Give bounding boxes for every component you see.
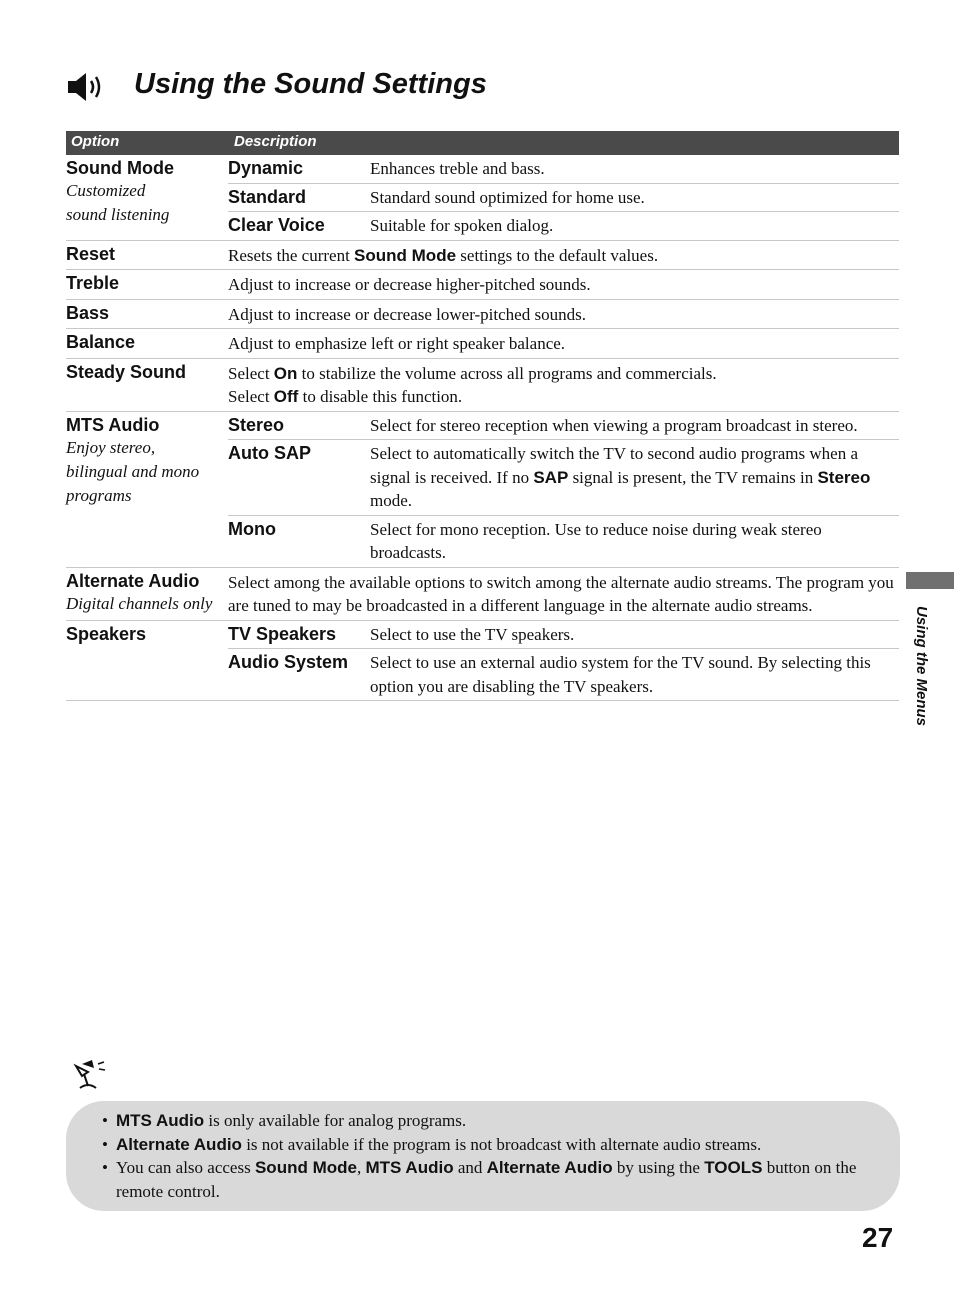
table-row-reset — [66, 241, 899, 271]
sub-option-name: Standard — [228, 186, 307, 207]
header-option: Option — [71, 133, 120, 150]
side-section-label: Using the Menus — [913, 606, 930, 727]
table-row-sound-mode — [66, 155, 899, 241]
desc-text: Select — [228, 387, 274, 406]
bullet: • — [102, 1134, 108, 1154]
option-subtitle: sound listening — [66, 205, 170, 224]
sub-option-name: Clear Voice — [228, 215, 325, 235]
option-name: Speakers — [66, 623, 147, 644]
option-name: Alternate Audio — [66, 570, 200, 591]
sub-option-name: TV Speakers — [228, 623, 337, 644]
note-text: button on the remote control. — [116, 1158, 857, 1201]
table-row-alternate-audio — [66, 568, 899, 621]
option-desc — [228, 241, 899, 270]
option-desc: Adjust to increase or decrease higher-pitched sounds. — [228, 275, 591, 294]
desc-text: to disable this function. — [298, 387, 463, 406]
side-tab-marker — [906, 572, 954, 589]
title-row — [66, 66, 766, 110]
desc-text: settings to the default values. — [456, 245, 659, 265]
table-row-speakers — [66, 621, 899, 702]
note-text: You can also access — [116, 1158, 255, 1177]
sub-row-standard — [228, 184, 899, 213]
settings-table — [66, 131, 899, 701]
option-desc: Select among the available options to switch among the alternate audio streams. The program you are tuned to may be broadcasted in a different language in the alternate audio streams. — [228, 572, 894, 615]
sub-option-desc: Select for mono reception. Use to reduce noise during weak stereo broadcasts. — [370, 519, 822, 562]
sub-row-audio-system — [228, 649, 899, 700]
sub-option-name: Mono — [228, 518, 276, 539]
note-keyword: Alternate Audio — [486, 1158, 613, 1177]
sub-row-mono — [228, 516, 899, 567]
option-name: Sound Mode — [66, 158, 174, 178]
option-subtitle: bilingual and mono — [66, 461, 200, 481]
desc-keyword: SAP — [533, 467, 569, 487]
page-number: 27 — [862, 1222, 894, 1253]
sub-option-desc: Suitable for spoken dialog. — [370, 216, 554, 235]
note-item — [102, 1156, 860, 1203]
option-name: Steady Sound — [66, 361, 187, 382]
sub-row-tv-speakers — [228, 621, 899, 650]
bullet: • — [102, 1158, 108, 1177]
option-subtitle: Customized — [66, 181, 146, 200]
note-keyword: MTS Audio — [116, 1111, 205, 1130]
desc-keyword: Stereo — [817, 467, 871, 487]
option-subtitle: programs — [66, 485, 132, 505]
notes-box — [66, 1101, 900, 1211]
desc-text: Select to automatically switch the TV to second audio programs when a signal is received. If no — [370, 444, 859, 487]
note-text: is only available for analog programs. — [204, 1111, 467, 1130]
header-description: Description — [234, 133, 317, 150]
sub-option-desc: Standard sound optimized for home use. — [370, 187, 645, 207]
bullet: • — [102, 1111, 108, 1130]
note-keyword: Sound Mode — [254, 1158, 357, 1177]
option-name: Balance — [66, 332, 136, 352]
table-row-treble — [66, 270, 899, 300]
sub-option-name: Audio System — [228, 652, 349, 672]
note-item — [102, 1133, 860, 1157]
note-text: , — [356, 1158, 366, 1177]
option-name: Bass — [66, 302, 110, 323]
note-keyword: TOOLS — [704, 1158, 763, 1177]
desc-keyword: Sound Mode — [354, 245, 457, 265]
table-header — [66, 131, 899, 155]
note-item — [102, 1109, 860, 1133]
note-keyword: Alternate Audio — [116, 1134, 242, 1154]
sub-option-desc: Select to use an external audio system for the TV sound. By selecting this option you are disabling the TV speakers. — [370, 653, 871, 696]
note-text: and — [453, 1158, 487, 1177]
desc-text: mode. — [370, 491, 413, 510]
table-row-mts-audio — [66, 412, 899, 568]
option-desc: Adjust to emphasize left or right speaker balance. — [228, 334, 566, 353]
table-row-balance — [66, 329, 899, 359]
sub-option-name: Stereo — [228, 414, 285, 435]
desc-text: signal is present, the TV remains in — [568, 467, 818, 487]
speaker-icon — [66, 70, 106, 104]
sub-row-dynamic — [228, 155, 899, 184]
sub-option-desc — [370, 440, 899, 515]
option-name: Reset — [66, 243, 116, 264]
lamp-icon — [72, 1058, 110, 1092]
note-keyword: MTS Audio — [365, 1158, 454, 1177]
desc-text: Select — [228, 363, 274, 383]
sub-row-stereo — [228, 412, 899, 441]
sub-option-name: Dynamic — [228, 158, 304, 178]
option-subtitle: Digital channels only — [66, 593, 213, 613]
table-row-bass — [66, 300, 899, 330]
note-text: by using the — [612, 1158, 705, 1177]
desc-keyword: Off — [273, 387, 299, 406]
page-title: Using the Sound Settings — [134, 68, 487, 100]
sub-option-desc: Enhances treble and bass. — [370, 159, 545, 178]
desc-text: to stabilize the volume across all programs and commercials. — [297, 363, 717, 383]
sub-option-name: Auto SAP — [228, 443, 311, 463]
option-desc: Adjust to increase or decrease lower-pitched sounds. — [228, 304, 586, 324]
option-name: Treble — [66, 273, 120, 293]
note-text: is not available if the program is not broadcast with alternate audio streams. — [241, 1134, 762, 1154]
sub-row-clear-voice — [228, 212, 899, 240]
sub-option-desc: Select to use the TV speakers. — [370, 624, 575, 644]
sub-row-auto-sap — [228, 440, 899, 516]
option-desc — [228, 359, 899, 411]
desc-text: Resets the current — [228, 245, 355, 265]
desc-keyword: On — [273, 363, 298, 383]
option-subtitle: Enjoy stereo, — [66, 437, 156, 457]
sub-option-desc: Select for stereo reception when viewing a program broadcast in stereo. — [370, 415, 858, 435]
option-name: MTS Audio — [66, 414, 160, 435]
table-row-steady-sound — [66, 359, 899, 412]
